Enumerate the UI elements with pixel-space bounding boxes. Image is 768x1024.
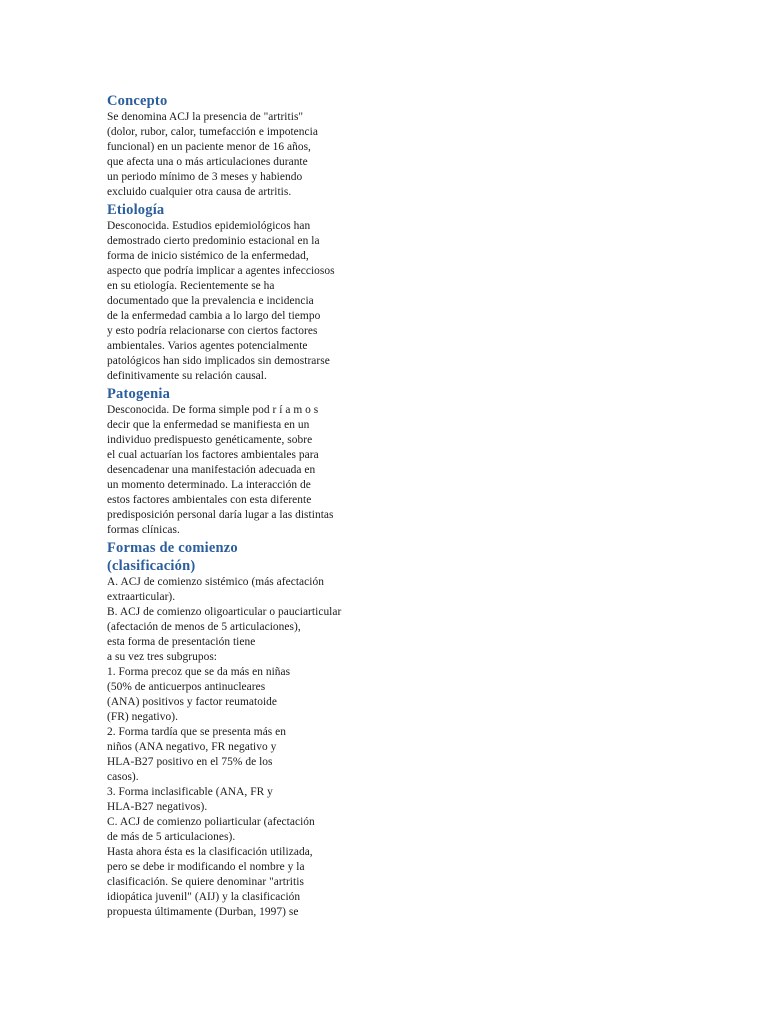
text-line: idiopática juvenil" (AIJ) y la clasificación bbox=[107, 891, 301, 903]
text-line: individuo predispuesto genéticamente, sobre bbox=[107, 434, 313, 446]
text-line: esta forma de presentación tiene bbox=[107, 636, 256, 648]
text-line: A. ACJ de comienzo sistémico (más afectación bbox=[107, 576, 324, 588]
text-line: Se denomina ACJ la presencia de "artritis" bbox=[107, 111, 304, 123]
section-etiologia bbox=[107, 201, 407, 384]
text-line: un periodo mínimo de 3 meses y habiendo bbox=[107, 171, 303, 183]
section-body-concepto bbox=[107, 110, 407, 200]
text-line: (afectación de menos de 5 articulaciones), bbox=[107, 621, 301, 633]
text-line: 3. Forma inclasificable (ANA, FR y bbox=[107, 786, 273, 798]
section-patogenia bbox=[107, 385, 407, 538]
text-line: Desconocida. Estudios epidemiológicos han bbox=[107, 220, 311, 232]
text-line: C. ACJ de comienzo poliarticular (afectación bbox=[107, 816, 315, 828]
section-title-clasificacion: (clasificación) bbox=[107, 558, 196, 574]
text-line: B. ACJ de comienzo oligoarticular o pauciarticular bbox=[107, 606, 342, 618]
section-body-formas-de-comienzo bbox=[107, 575, 407, 920]
text-line: Desconocida. De forma simple pod r í a m o s bbox=[107, 404, 319, 416]
text-line: Hasta ahora ésta es la clasificación utilizada, bbox=[107, 846, 313, 858]
text-line: HLA-B27 positivo en el 75% de los bbox=[107, 756, 273, 768]
text-line: estos factores ambientales con esta diferente bbox=[107, 494, 312, 506]
text-line: 1. Forma precoz que se da más en niñas bbox=[107, 666, 291, 678]
text-line: casos). bbox=[107, 771, 139, 783]
text-line: HLA-B27 negativos). bbox=[107, 801, 208, 813]
text-line: un momento determinado. La interacción de bbox=[107, 479, 311, 491]
text-line: (ANA) positivos y factor reumatoide bbox=[107, 696, 278, 708]
section-title-etiologia: Etiología bbox=[107, 202, 165, 218]
text-line: desencadenar una manifestación adecuada en bbox=[107, 464, 316, 476]
section-concepto bbox=[107, 92, 407, 200]
text-line: pero se debe ir modificando el nombre y la bbox=[107, 861, 305, 873]
section-body-etiologia bbox=[107, 219, 407, 384]
text-line: predisposición personal daría lugar a las distintas bbox=[107, 509, 334, 521]
section-body-patogenia bbox=[107, 403, 407, 538]
text-line: (FR) negativo). bbox=[107, 711, 178, 723]
text-line: decir que la enfermedad se manifiesta en un bbox=[107, 419, 310, 431]
text-line: de más de 5 articulaciones). bbox=[107, 831, 236, 843]
text-line: clasificación. Se quiere denominar "artritis bbox=[107, 876, 304, 888]
text-line: el cual actuarían los factores ambientales para bbox=[107, 449, 319, 461]
text-line: propuesta últimamente (Durban, 1997) se bbox=[107, 906, 299, 918]
text-line: documentado que la prevalencia e incidencia bbox=[107, 295, 314, 307]
text-line: de la enfermedad cambia a lo largo del tiempo bbox=[107, 310, 321, 322]
text-line: niños (ANA negativo, FR negativo y bbox=[107, 741, 277, 753]
text-line: a su vez tres subgrupos: bbox=[107, 651, 218, 663]
text-line: (dolor, rubor, calor, tumefacción e impotencia bbox=[107, 126, 318, 138]
section-title-patogenia: Patogenia bbox=[107, 386, 171, 402]
text-line: aspecto que podría implicar a agentes infecciosos bbox=[107, 265, 335, 277]
text-line: extraarticular). bbox=[107, 591, 176, 603]
section-title-formas-de-comienzo: Formas de comienzo bbox=[107, 540, 238, 556]
text-line: excluido cualquier otra causa de artritis. bbox=[107, 186, 292, 198]
text-line: y esto podría relacionarse con ciertos factores bbox=[107, 325, 318, 337]
section-formas-de-comienzo bbox=[107, 539, 407, 920]
text-line: (50% de anticuerpos antinucleares bbox=[107, 681, 266, 693]
document-column bbox=[107, 92, 407, 921]
text-line: formas clínicas. bbox=[107, 524, 180, 536]
text-line: funcional) en un paciente menor de 16 años, bbox=[107, 141, 311, 153]
text-line: patológicos han sido implicados sin demostrarse bbox=[107, 355, 330, 367]
text-line: en su etiología. Recientemente se ha bbox=[107, 280, 275, 292]
text-line: ambientales. Varios agentes potencialmente bbox=[107, 340, 308, 352]
section-title-concepto: Concepto bbox=[107, 93, 168, 109]
text-line: definitivamente su relación causal. bbox=[107, 370, 267, 382]
text-line: 2. Forma tardía que se presenta más en bbox=[107, 726, 287, 738]
text-line: que afecta una o más articulaciones durante bbox=[107, 156, 308, 168]
text-line: forma de inicio sistémico de la enfermedad, bbox=[107, 250, 309, 262]
text-line: demostrado cierto predominio estacional en la bbox=[107, 235, 320, 247]
